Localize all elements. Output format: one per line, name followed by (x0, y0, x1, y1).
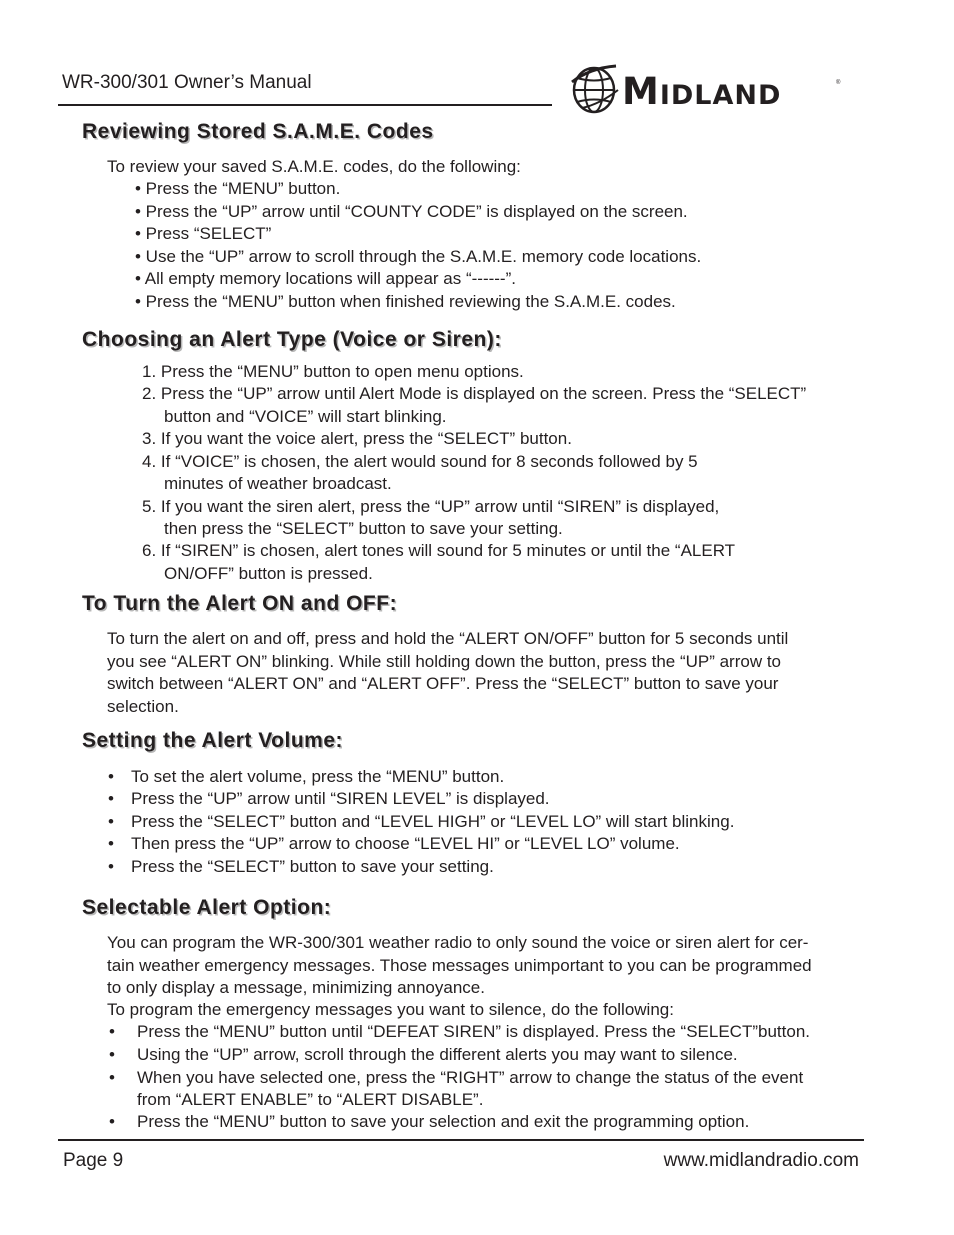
header-divider (58, 104, 552, 106)
midland-logo (570, 58, 840, 120)
paragraph-line: To program the emergency messages you want to silence, do the following: (107, 1000, 674, 1019)
paragraph-line: You can program the WR-300/301 weather radio to only sound the voice or siren alert for cer- (107, 933, 809, 952)
bullet-marker: • (109, 1022, 115, 1041)
paragraph-line: you see “ALERT ON” blinking. While still holding down the button, press the “UP” arrow to (107, 652, 782, 671)
bullet-marker: • (108, 767, 114, 786)
list-item: To set the alert volume, press the “MENU” button. (131, 767, 505, 786)
paragraph-line: selection. (107, 697, 179, 716)
bullet-marker: • (109, 1112, 115, 1131)
logo-rest: IDLAND (659, 80, 782, 111)
bullet-marker: • (108, 812, 114, 831)
bullet-marker: • (108, 857, 114, 876)
heading-alert-volume: Setting the Alert Volume: (82, 729, 344, 752)
website-url: www.midlandradio.com (663, 1150, 859, 1171)
list-item: • Press the “MENU” button. (135, 179, 341, 198)
paragraph-line: switch between “ALERT ON” and “ALERT OFF”. Press the “SELECT” button to save your (107, 674, 779, 693)
list-item: When you have selected one, press the “RIGHT” arrow to change the status of the event (137, 1068, 804, 1087)
paragraph-line: tain weather emergency messages. Those messages unimportant to you can be programmed (107, 956, 812, 975)
reviewing-intro: To review your saved S.A.M.E. codes, do the following: (107, 157, 521, 176)
list-item: Press the “UP” arrow until “SIREN LEVEL” is displayed. (131, 789, 550, 808)
list-item: Using the “UP” arrow, scroll through the different alerts you may want to silence. (137, 1045, 738, 1064)
list-item: • Press the “UP” arrow until “COUNTY CODE” is displayed on the screen. (135, 202, 688, 221)
step-line: button and “VOICE” will start blinking. (164, 407, 447, 426)
step-line: 6. If “SIREN” is chosen, alert tones will sound for 5 minutes or until the “ALERT (142, 541, 736, 560)
bullet-marker: • (109, 1068, 115, 1087)
manual-title: WR-300/301 Owner’s Manual (62, 72, 312, 93)
heading-alert-type: Choosing an Alert Type (Voice or Siren): (82, 328, 502, 351)
footer-divider (58, 1139, 864, 1141)
list-item: Then press the “UP” arrow to choose “LEVEL HI” or “LEVEL LO” volume. (131, 834, 680, 853)
step-line: 4. If “VOICE” is chosen, the alert would sound for 8 seconds followed by 5 (142, 452, 698, 471)
step-line: ON/OFF” button is pressed. (164, 564, 373, 583)
list-item: • All empty memory locations will appear as “------”. (135, 269, 516, 288)
list-item: Press the “SELECT” button to save your setting. (131, 857, 494, 876)
list-item: • Use the “UP” arrow to scroll through the S.A.M.E. memory code locations. (135, 247, 702, 266)
heading-reviewing-codes: Reviewing Stored S.A.M.E. Codes (82, 120, 434, 143)
list-item-continuation: from “ALERT ENABLE” to “ALERT DISABLE”. (137, 1090, 484, 1109)
paragraph-line: to only display a message, minimizing annoyance. (107, 978, 485, 997)
logo-wordmark (622, 70, 781, 113)
step-line: 5. If you want the siren alert, press the “UP” arrow until “SIREN” is displayed, (142, 497, 720, 516)
list-item: Press the “MENU” button until “DEFEAT SIREN” is displayed. Press the “SELECT”button. (137, 1022, 810, 1041)
bullet-marker: • (108, 789, 114, 808)
heading-selectable-alert: Selectable Alert Option: (82, 896, 332, 919)
step-line: minutes of weather broadcast. (164, 474, 392, 493)
step-line: 3. If you want the voice alert, press the “SELECT” button. (142, 429, 572, 448)
list-item: Press the “MENU” button to save your selection and exit the programming option. (137, 1112, 750, 1131)
step-line: 2. Press the “UP” arrow until Alert Mode is displayed on the screen. Press the “SELECT” (142, 384, 807, 403)
bullet-marker: • (109, 1045, 115, 1064)
list-item: • Press “SELECT” (135, 224, 272, 243)
logo-initial: M (622, 70, 660, 113)
page-number: Page 9 (63, 1150, 124, 1171)
list-item: • Press the “MENU” button when finished reviewing the S.A.M.E. codes. (135, 292, 676, 311)
logo-registered-mark: ® (836, 80, 841, 86)
heading-alert-on-off: To Turn the Alert ON and OFF: (82, 592, 398, 615)
globe-icon (570, 60, 620, 118)
step-line: then press the “SELECT” button to save your setting. (164, 519, 563, 538)
bullet-marker: • (108, 834, 114, 853)
paragraph-line: To turn the alert on and off, press and hold the “ALERT ON/OFF” button for 5 seconds until (107, 629, 789, 648)
list-item: Press the “SELECT” button and “LEVEL HIGH” or “LEVEL LO” will start blinking. (131, 812, 735, 831)
step-line: 1. Press the “MENU” button to open menu options. (142, 362, 524, 381)
